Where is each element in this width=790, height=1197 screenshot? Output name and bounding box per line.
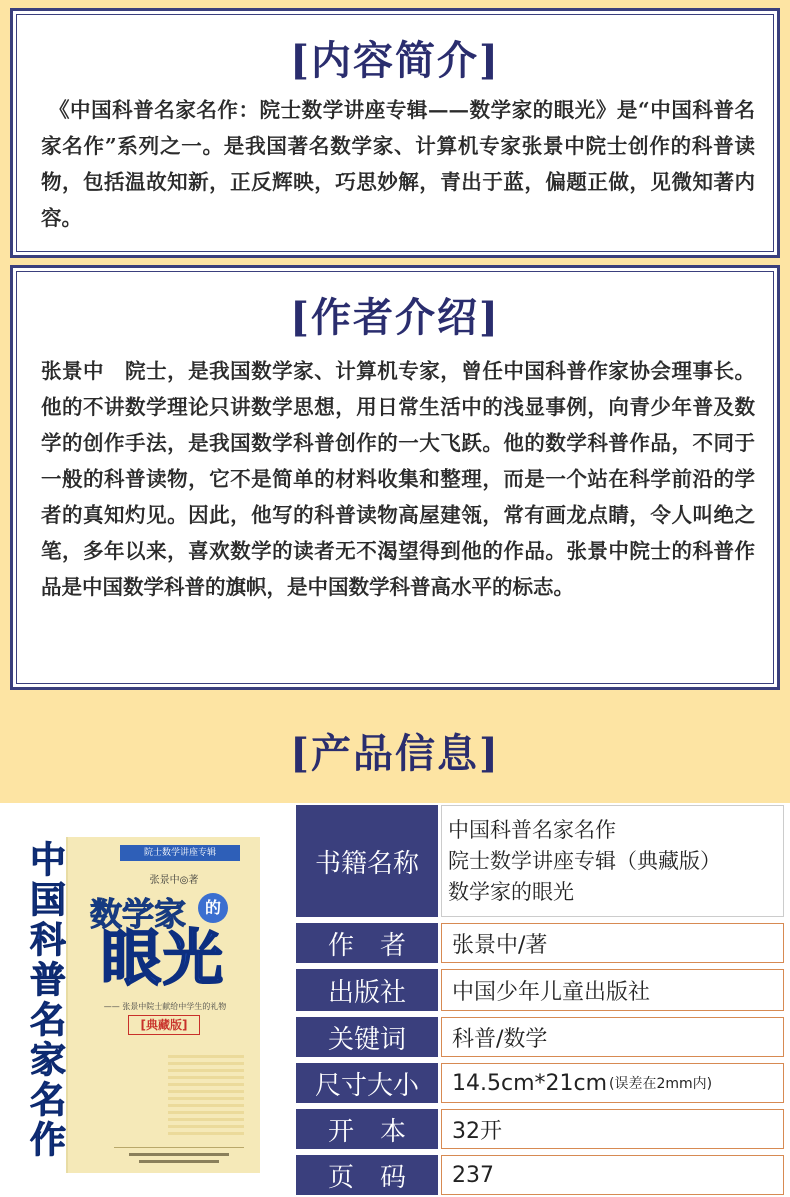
info-label: 书籍名称 bbox=[296, 805, 438, 917]
intro-title: [内容简介] bbox=[290, 37, 500, 84]
info-label: 页 码 bbox=[296, 1155, 438, 1195]
info-row-author bbox=[296, 923, 784, 963]
book-cover-title-small: 数学家 bbox=[90, 895, 187, 933]
info-value-pages: 237 bbox=[441, 1155, 784, 1195]
book-cover-edition: [典藏版] bbox=[128, 1015, 200, 1035]
author-title: [作者介绍] bbox=[290, 294, 500, 341]
info-row-size bbox=[296, 1063, 784, 1103]
info-value-line: 院士数学讲座专辑（典藏版） bbox=[448, 848, 721, 873]
info-row-format bbox=[296, 1109, 784, 1149]
info-value-keywords: 科普/数学 bbox=[441, 1017, 784, 1057]
info-size-note: (误差在2mm内) bbox=[609, 1076, 713, 1092]
info-row-pages bbox=[296, 1155, 784, 1195]
book-cover-tagline: —— 张景中院士献给中学生的礼物 bbox=[103, 1002, 227, 1011]
author-panel bbox=[10, 265, 780, 690]
book-cover-author: 张景中◎著 bbox=[149, 875, 199, 886]
intro-body: 《中国科普名家名作：院士数学讲座专辑——数学家的眼光》是“中国科普名家名作”系列之一。是我国著名数学家、计算机专家张景中院士创作的科普读物，包括温故知新，正反辉映，巧思妙解，青出于蓝，偏题正做，见微知著内容。 bbox=[41, 98, 755, 230]
info-value-publisher: 中国少年儿童出版社 bbox=[441, 969, 784, 1011]
info-label: 作 者 bbox=[296, 923, 438, 963]
book-cover-image bbox=[28, 837, 260, 1173]
book-cover-title-de: 的 bbox=[198, 893, 228, 923]
info-label: 开 本 bbox=[296, 1109, 438, 1149]
book-spine-text: 中国科普名家名作 bbox=[30, 840, 67, 1161]
book-cover-decoration bbox=[168, 1051, 244, 1135]
author-body: 张景中 院士，是我国数学家、计算机专家，曾任中国科普作家协会理事长。他的不讲数学理论只讲数学思想，用日常生活中的浅显事例，向青少年普及数学的创作手法，是我国数学科普创作的一大飞跃。他的数学科普作品，不同于一般的科普读物，它不是简单的材料收集和整理，而是一个站在科学前沿的学者的真知灼见。因此，他写的科普读物高屋建瓴，常有画龙点睛，令人叫绝之笔，多年以来，喜欢数学的读者无不渴望得到他的作品。张景中院士的科普作品是中国数学科普的旗帜，是中国数学科普高水平的标志。 bbox=[41, 359, 755, 599]
info-value-format: 32开 bbox=[441, 1109, 784, 1149]
info-value-title bbox=[441, 805, 784, 917]
info-size-value: 14.5cm*21cm bbox=[452, 1070, 608, 1096]
info-label: 尺寸大小 bbox=[296, 1063, 438, 1103]
book-cover-publisher-mark bbox=[114, 1147, 244, 1165]
info-value-size bbox=[441, 1063, 784, 1103]
book-spine bbox=[28, 837, 68, 1173]
book-cover-title-main: 眼光 bbox=[101, 924, 225, 994]
intro-panel bbox=[10, 8, 780, 258]
info-label: 关键词 bbox=[296, 1017, 438, 1057]
book-series-tag: 院士数学讲座专辑 bbox=[120, 845, 240, 861]
info-value-author: 张景中/著 bbox=[441, 923, 784, 963]
info-row-publisher bbox=[296, 969, 784, 1011]
info-row-keywords bbox=[296, 1017, 784, 1057]
product-info-section bbox=[0, 803, 790, 1197]
info-label: 出版社 bbox=[296, 969, 438, 1011]
info-value-line: 中国科普名家名作 bbox=[448, 817, 616, 842]
info-row-title bbox=[296, 805, 784, 917]
info-value-line: 数学家的眼光 bbox=[448, 879, 574, 904]
product-title: [产品信息] bbox=[290, 730, 500, 777]
